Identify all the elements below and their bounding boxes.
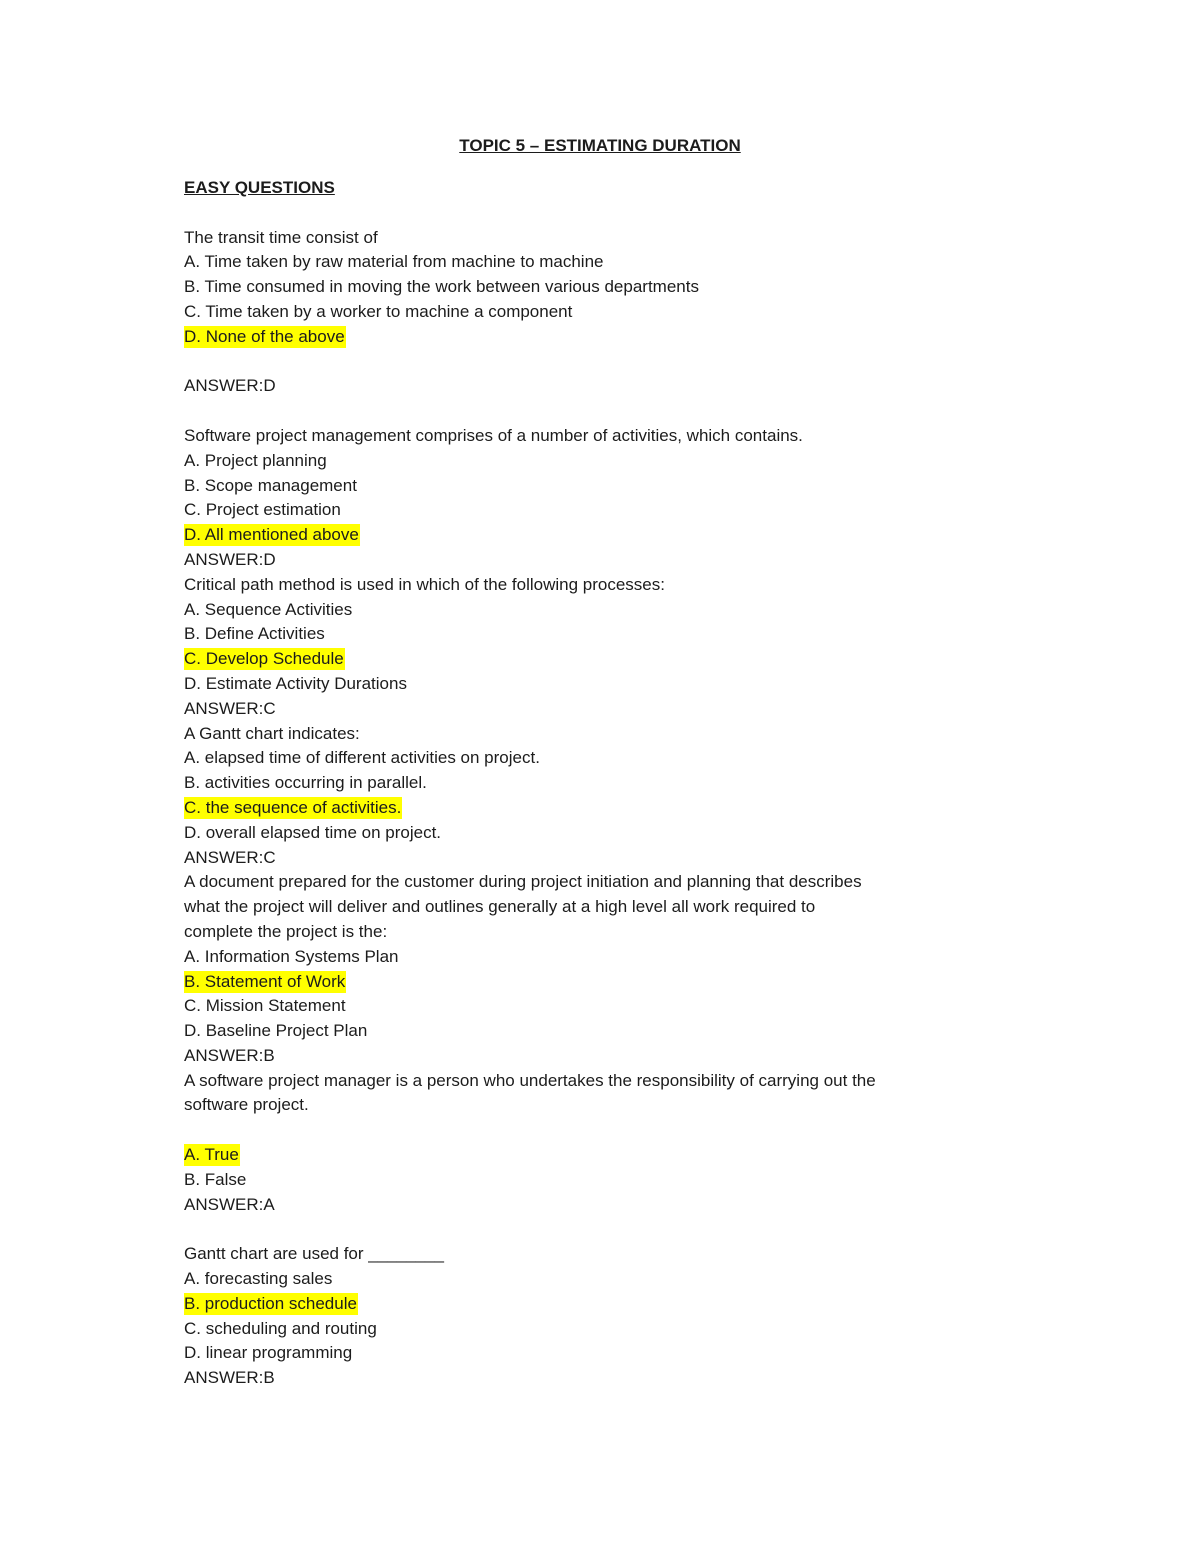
document-content: [184, 176, 984, 1391]
answer-text: ANSWER:D: [184, 376, 276, 396]
option-line: [184, 300, 984, 325]
option-line: [184, 672, 984, 697]
spacer: [184, 201, 984, 226]
option-line: [184, 994, 984, 1019]
highlighted-option-text: C. the sequence of activities.: [184, 797, 402, 817]
option-line: [184, 1168, 984, 1193]
option-text: D. Baseline Project Plan: [184, 1021, 368, 1041]
answer-text: ANSWER:C: [184, 698, 276, 718]
highlighted-option-text: B. Statement of Work: [184, 971, 346, 991]
option-text: C. Mission Statement: [184, 996, 346, 1016]
option-line: [184, 1267, 984, 1292]
highlighted-option-text: A. True: [184, 1145, 239, 1165]
answer-text: ANSWER:A: [184, 1194, 275, 1214]
option-text: A. Sequence Activities: [184, 599, 353, 619]
question-text: Critical path method is used in which of the following processes:: [184, 574, 665, 594]
question-block-7: [184, 1242, 984, 1391]
question-block-6: [184, 1069, 984, 1243]
option-line: [184, 821, 984, 846]
option-line: [184, 970, 984, 995]
question-block-2: [184, 424, 984, 573]
option-line: [184, 498, 984, 523]
option-line: [184, 746, 984, 771]
question-text: complete the project is the:: [184, 921, 388, 941]
option-line: [184, 945, 984, 970]
highlighted-option-text: D. None of the above: [184, 326, 345, 346]
answer-text: ANSWER:D: [184, 549, 276, 569]
option-text: D. linear programming: [184, 1343, 353, 1363]
option-text: B. False: [184, 1169, 247, 1189]
option-line: [184, 796, 984, 821]
option-line: [184, 275, 984, 300]
answer-text: ANSWER:C: [184, 847, 276, 867]
answer-text: ANSWER:B: [184, 1368, 275, 1388]
question-block-5: [184, 870, 984, 1068]
highlighted-option-text: C. Develop Schedule: [184, 649, 344, 669]
question-text: A software project manager is a person who undertakes the responsibility of carrying out the: [184, 1070, 876, 1090]
option-text: B. Define Activities: [184, 624, 325, 644]
section-heading-line: [184, 176, 984, 201]
option-text: A. elapsed time of different activities on project.: [184, 748, 540, 768]
option-text: B. Scope management: [184, 475, 357, 495]
option-line: [184, 1341, 984, 1366]
option-line: [184, 250, 984, 275]
question-text: Software project management comprises of a number of activities, which contains.: [184, 425, 803, 445]
option-text: C. Time taken by a worker to machine a component: [184, 301, 573, 321]
question-text: Gantt chart are used for ________: [184, 1244, 444, 1264]
question-block-4: [184, 722, 984, 871]
option-line: [184, 474, 984, 499]
question-text: A Gantt chart indicates:: [184, 723, 360, 743]
option-text: A. Project planning: [184, 450, 327, 470]
spacer: [184, 350, 984, 375]
option-text: A. forecasting sales: [184, 1269, 333, 1289]
option-line: [184, 1317, 984, 1342]
option-text: A. Information Systems Plan: [184, 946, 399, 966]
option-line: [184, 325, 984, 350]
highlighted-option-text: B. production schedule: [184, 1293, 357, 1313]
option-text: C. scheduling and routing: [184, 1318, 377, 1338]
option-line: [184, 647, 984, 672]
question-text: A document prepared for the customer during project initiation and planning that describes: [184, 872, 862, 892]
question-text: what the project will deliver and outlines generally at a high level all work required to: [184, 897, 816, 917]
option-text: D. overall elapsed time on project.: [184, 822, 442, 842]
question-text: The transit time consist of: [184, 227, 378, 247]
highlighted-option-text: D. All mentioned above: [184, 525, 359, 545]
option-line: [184, 771, 984, 796]
option-text: A. Time taken by raw material from machine to machine: [184, 252, 604, 272]
question-text: software project.: [184, 1095, 309, 1115]
option-text: C. Project estimation: [184, 500, 341, 520]
option-line: [184, 1292, 984, 1317]
document-title: TOPIC 5 – ESTIMATING DURATION: [459, 136, 741, 155]
option-text: D. Estimate Activity Durations: [184, 673, 407, 693]
question-block-1: [184, 226, 984, 424]
section-heading: EASY QUESTIONS: [184, 178, 335, 197]
answer-text: ANSWER:B: [184, 1045, 275, 1065]
question-block-3: [184, 573, 984, 722]
option-line: [184, 622, 984, 647]
option-text: B. activities occurring in parallel.: [184, 773, 427, 793]
spacer: [184, 399, 984, 424]
option-line: [184, 523, 984, 548]
option-line: [184, 1143, 984, 1168]
spacer: [184, 1217, 984, 1242]
option-line: [184, 449, 984, 474]
spacer: [184, 1118, 984, 1143]
option-text: B. Time consumed in moving the work between various departments: [184, 277, 699, 297]
option-line: [184, 1019, 984, 1044]
option-line: [184, 598, 984, 623]
